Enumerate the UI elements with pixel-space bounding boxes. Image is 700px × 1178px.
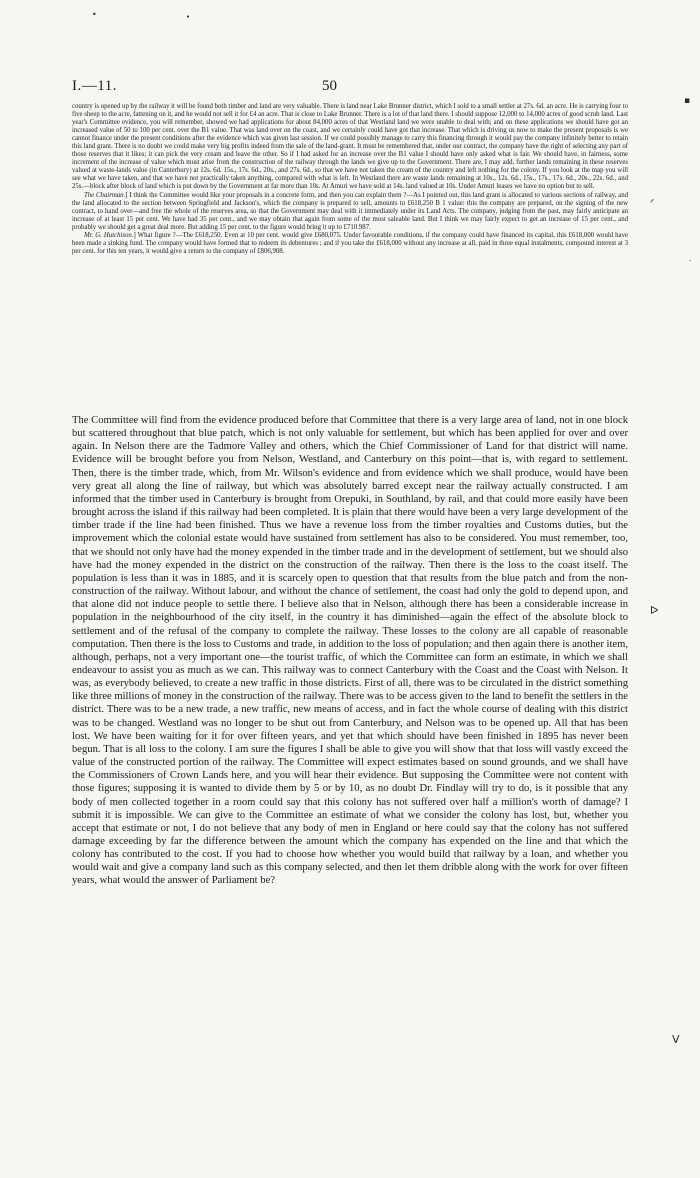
evidence-paragraph-1: country is opened up by the railway it will be found both timber and land are very valuable. There is land near Lake Brunner district, which I sold to a small settler at 27s. 6d. an acre. He is carrying four to five sheep to the acre, fattening on it, and he would not sell it for £4 an acre. That is close to Lake Brunner. There is a lot of that land there. I should suppose 12,000 to 14,000 acres of good scrub land. Last year's Committee evidence, you will remember, showed we had applications for about 84,000 acres of that Westland land we were unable to deal with; and on these applications we should have got an increased value of 50 to 100 per cent. over the B1 value. That was land over on the coast, and we certainly could have got that increase. That which is driving us now to make the present proposals is we cannot finance under the present conditions after the evidence which was given last session. If we could possibly manage to carry this financing through it would pay the company infinitely better to retain this land grant. There is no doubt we could make very big profits indeed from the sale of the land-grant. It must be remembered that, under our contract, the company have the right of selecting any part of those reserves that it likes; it can pick the very cream and leave the other. So if I had asked for an increase over the B1 value I should have only asked what is fair. We should have, in fairness, some increment of the increase of value which must arise from the construction of the railway through the lands we give up to the Government. There are, I may add, further lands remaining in these reserves valued at waste-lands value (in Canterbury) at 12s. 6d. 15s., 17s. 6d., 20s., and 27s. 6d., so that we have not taken the cream of the country and left nothing for the colony. If you look at the map you will see what we have taken, and that we have not practically taken anything, compared with what is left. In Westland there are waste lands remaining at 10s., 12s. 6d., 15s., 17s., 17s. 6d., 20s., 22s. 6d., and 25s.—block after block of land which is put down by the Government at far more than 10s. At Amuri we have sold at 14s. land valued at 10s. Under Amuri leases we have no option but to sell. xyxy=(72,103,629,191)
speaker-chairman: The Chairman. xyxy=(84,191,126,199)
page-header xyxy=(72,78,628,98)
evidence-block xyxy=(72,103,628,256)
scan-mark-right-3: ˙ xyxy=(688,260,693,270)
scan-mark-top-2: • xyxy=(186,13,191,21)
chairman-question-answer: ] I think the Committee would like your proposals in a concrete form, and then you can explain them ?—As I pointed out, this land grant is allocated to various sections of railway, and the land allocated to the section between Springfield and Jackson's, which the company is prepared to sell, amounts to £618,250 B 1 value: this the company are prepared, on the signing of the new contract, to hand over—and free the whole of the reserves area, so that the Government may deal with it immediately under its Land Acts. The company, judging from the past, may fairly anticipate an increase of at least 15 per cent. We have had 35 per cent., and we may obtain that again from some of the most saleable land. But I think we may fairly expect to get an increase of 15 per cent., and probably we should get a great deal more. But adding 15 per cent. to the figure would bring it up to £710.987. xyxy=(72,191,628,231)
parliamentary-paper-reference: I.—11. xyxy=(72,78,117,94)
speaker-hutchison: Mr. G. Hutchison. xyxy=(84,231,134,239)
scan-mark-right-5: ᐯ xyxy=(672,1033,680,1046)
scan-mark-right-1: ▪ xyxy=(684,96,691,106)
page-number: 50 xyxy=(322,78,337,94)
main-statement xyxy=(72,414,628,888)
scan-mark-right-4: ᐅ xyxy=(650,604,659,617)
evidence-paragraph-chairman xyxy=(72,192,628,232)
main-statement-paragraph: The Committee will find from the evidence produced before that Committee that there is a very large area of land, not in one block but scattered throughout that blue patch, which is not only valuable for settlement, but which has been applied for over and over again. In Nelson there are the Tadmore Valley and others, which the Chief Commissioner of Land for that district will name. Evidence will be brought before you from Nelson, Westland, and Canterbury on this point—that is, with regard to settlement. Then, there is the timber trade, which, from Mr. Wilson's evidence and from evidence which we shall produce, would have been very great all along the line of railway, but which was absolutely barred except near the railway actually constructed. I am informed that the timber used in Canterbury is brought from Orepuki, in Southland, by rail, and that could more easily have been brought across the island if this railway had been completed. It is plain that there would have been a very large development of the timber trade if the line had been finished. Thus we have a revenue loss from the timber royalties and Customs duties, but the improvement which the colonial estate would have sustained from settlement has also to be considered. You must remember, too, that we should not only have had the money expended in the timber trade and in the development of settlement, but we should also have had the money expended in the district on the construction of the railway. Then there is the loss to the coast itself. The population is less than it was in 1885, and it is scarcely open to question that that results from the blue patch and from the non-construction of the railway. Without labour, and without the chance of settlement, the coast had only the gold to depend upon, and that alone did not induce people to settle there. I believe also that in Nelson, although there has been a considerable increase in population in the neighbourhood of the city itself, in the country it has diminished—again the effect of the absolute block to settlement and of the refusal of the company to complete the railway. These losses to the colony are all capable of reasonable computation. Then there is the loss to Customs and trade, in addition to the loss of population; and then again there is another item, although, perhaps, not a very important one—the tourist traffic, of which the Committee can form an estimate, in which we shall endeavour to assist you as much as we can. This railway was to connect Canterbury with the Coast and the Coast with Nelson. It was, as everybody believed, to create a new traffic in those districts. First of all, there was to be circulated in the district something like three millions of money in the construction of the railway. There was to be access given to the land to benefit the settlers in the district. There was to be a new trade, a new traffic, new means of access, and in fact the whole course of dealing with this district was to be changed. Westland was no longer to be shut out from Canterbury, and Nelson was to be opened up. All that has been lost. We have been waiting for it for over fifteen years, and yet that which should have been finished in 1895 has never been begun. That is all loss to the colony. I am sure the figures I shall be able to give you will show that that loss will vastly exceed the value of the constructed portion of the railway. The Committee will expect estimates based on sound grounds, and we shall have the Commissioners of Crown Lands here, and you will hear their evidence. But supposing the Committee were not content with those figures; supposing it is wanted to divide them by 5 or by 10, as no doubt Dr. Findlay will try to do, is it possible that any body of men collected together in a room could say that this colony has not suffered over half a million's worth of damage? I submit it is impossible. We can give to the Committee an estimate of what we consider the colony has lost, but, whether you accept that estimate or not, I do not believe that any body of men in England or here could say that the colony has not suffered damage exceeding by far the difference between the amount which the company has expended on the line and that which the colony has contributed to the cost. If you had to choose how whether you would build that railway by a loan, and whether you would wait and give a company land such as this company selected, and then let them dribble along with the work for over fifteen years, what would the answer of Parliament be? xyxy=(72,415,628,887)
scan-mark-top-1: • xyxy=(92,10,97,19)
scan-mark-right-2: ᐟ xyxy=(650,198,655,209)
hutchison-question-answer: ] What figure ?—The £618,250. Even at 10 per cent. would give £680,075. Under favourable conditions, if the company could have financed its capital, this £618,000 would have been made a sinking fund. The company would have formed that to redeem its debentures ; and if you take the £618,000 without any increase at all, paid in three equal instalments, compound interest at 3 per cent. for this ten years, it would give a return to the company of £806,908. xyxy=(72,231,628,255)
evidence-paragraph-hutchison xyxy=(72,232,628,256)
